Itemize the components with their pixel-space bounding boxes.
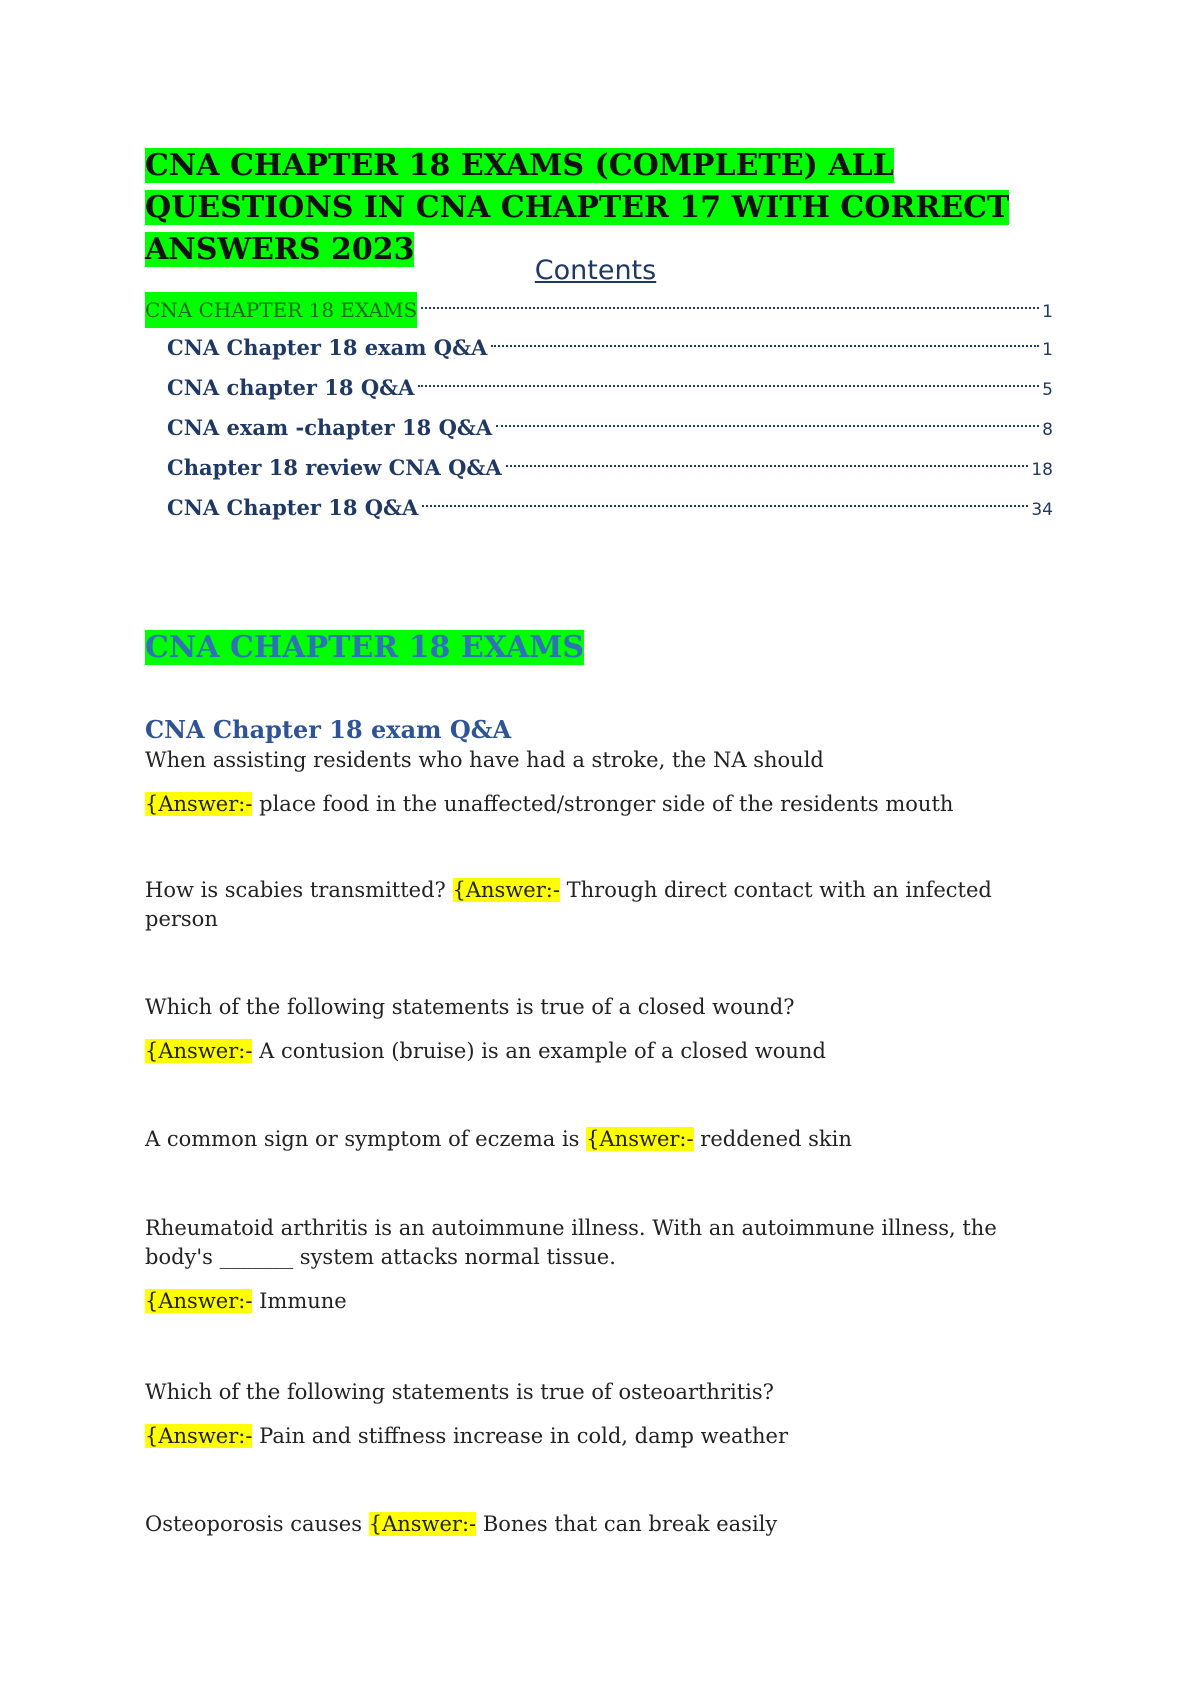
answer-tag: {Answer:-	[368, 1512, 477, 1536]
question-text	[145, 876, 1065, 934]
answer-text	[145, 1287, 1065, 1316]
question-value: Osteoporosis causes	[145, 1512, 363, 1536]
toc-leader-dots	[422, 505, 1028, 507]
answer-text	[145, 1037, 1065, 1066]
question-value: How is scabies transmitted?	[145, 878, 446, 902]
answer-tag: {Answer:-	[145, 1424, 253, 1448]
question-text: When assisting residents who have had a stroke, the NA should	[145, 748, 824, 772]
toc-leader-dots	[506, 465, 1029, 467]
qa-item	[145, 1510, 1065, 1539]
answer-value: A contusion (bruise) is an example of a closed wound	[259, 1039, 826, 1063]
toc-leader-dots	[496, 425, 1039, 427]
answer-tag: {Answer:-	[145, 1039, 253, 1063]
answer-value: Bones that can break easily	[482, 1512, 778, 1536]
section-heading: CNA CHAPTER 18 EXAMS	[145, 630, 585, 665]
document-title: CNA CHAPTER 18 EXAMS (COMPLETE) ALL QUESTIONS IN CNA CHAPTER 17 WITH CORRECT ANSWERS 2023	[145, 148, 1010, 267]
answer-tag: {Answer:-	[452, 878, 560, 902]
answer-tag: {Answer:-	[145, 1289, 253, 1313]
toc-entry-cna-chapter-18-exams[interactable]	[145, 292, 1053, 328]
answer-value: Immune	[259, 1289, 347, 1313]
question-value: A common sign or symptom of eczema is	[145, 1127, 580, 1151]
question-text: Which of the following statements is true of a closed wound?	[145, 995, 795, 1019]
toc-page-number: 1	[1042, 340, 1053, 360]
toc-entry-chapter-18-review-cna-qa[interactable]	[145, 448, 1053, 488]
question-text: Which of the following statements is true of osteoarthritis?	[145, 1380, 774, 1404]
answer-value: place food in the unaffected/stronger side of the residents mouth	[259, 792, 954, 816]
toc-entry-label: CNA Chapter 18 exam Q&A	[167, 335, 488, 360]
question-text	[145, 1125, 1065, 1154]
toc-entry-cna-chapter-18-exam-qa[interactable]	[145, 328, 1053, 368]
qa-item	[145, 1125, 1065, 1154]
qa-item	[145, 1214, 1065, 1316]
answer-tag: {Answer:-	[586, 1127, 694, 1151]
question-text	[145, 1510, 1065, 1539]
answer-value: reddened skin	[700, 1127, 852, 1151]
table-of-contents	[145, 292, 1053, 528]
toc-entry-label: CNA exam -chapter 18 Q&A	[167, 415, 493, 440]
answer-tag: {Answer:-	[145, 792, 253, 816]
toc-entry-cna-chapter-18-qa[interactable]	[145, 368, 1053, 408]
toc-entry-label: CNA chapter 18 Q&A	[167, 375, 415, 400]
answer-value: Pain and stiffness increase in cold, damp weather	[259, 1424, 789, 1448]
qa-item	[145, 1378, 1065, 1451]
toc-page-number: 8	[1042, 420, 1053, 440]
toc-page-number: 1	[1042, 302, 1053, 322]
qa-item	[145, 876, 1065, 934]
answer-text	[145, 1422, 1065, 1451]
answer-text	[145, 790, 1065, 819]
toc-heading: Contents	[534, 255, 657, 286]
toc-leader-dots	[491, 345, 1039, 347]
toc-entry-cna-exam-chapter-18-qa[interactable]	[145, 408, 1053, 448]
toc-leader-dots	[421, 307, 1039, 309]
toc-page-number: 5	[1042, 380, 1053, 400]
toc-page-number: 18	[1031, 460, 1053, 480]
toc-entry-label: CNA Chapter 18 Q&A	[167, 495, 419, 520]
toc-leader-dots	[418, 385, 1039, 387]
question-text: Rheumatoid arthritis is an autoimmune illness. With an autoimmune illness, the body's _______ system attacks normal tissue.	[145, 1216, 997, 1269]
toc-entry-cna-chapter-18-qa-2[interactable]	[145, 488, 1053, 528]
subsection-heading: CNA Chapter 18 exam Q&A	[145, 715, 512, 744]
qa-item	[145, 746, 1065, 819]
toc-page-number: 34	[1031, 500, 1053, 520]
qa-item	[145, 993, 1065, 1066]
answer-value: Through direct contact with an infected person	[145, 878, 992, 931]
toc-entry-label: CNA CHAPTER 18 EXAMS	[145, 292, 417, 328]
toc-entry-label: Chapter 18 review CNA Q&A	[167, 455, 502, 480]
